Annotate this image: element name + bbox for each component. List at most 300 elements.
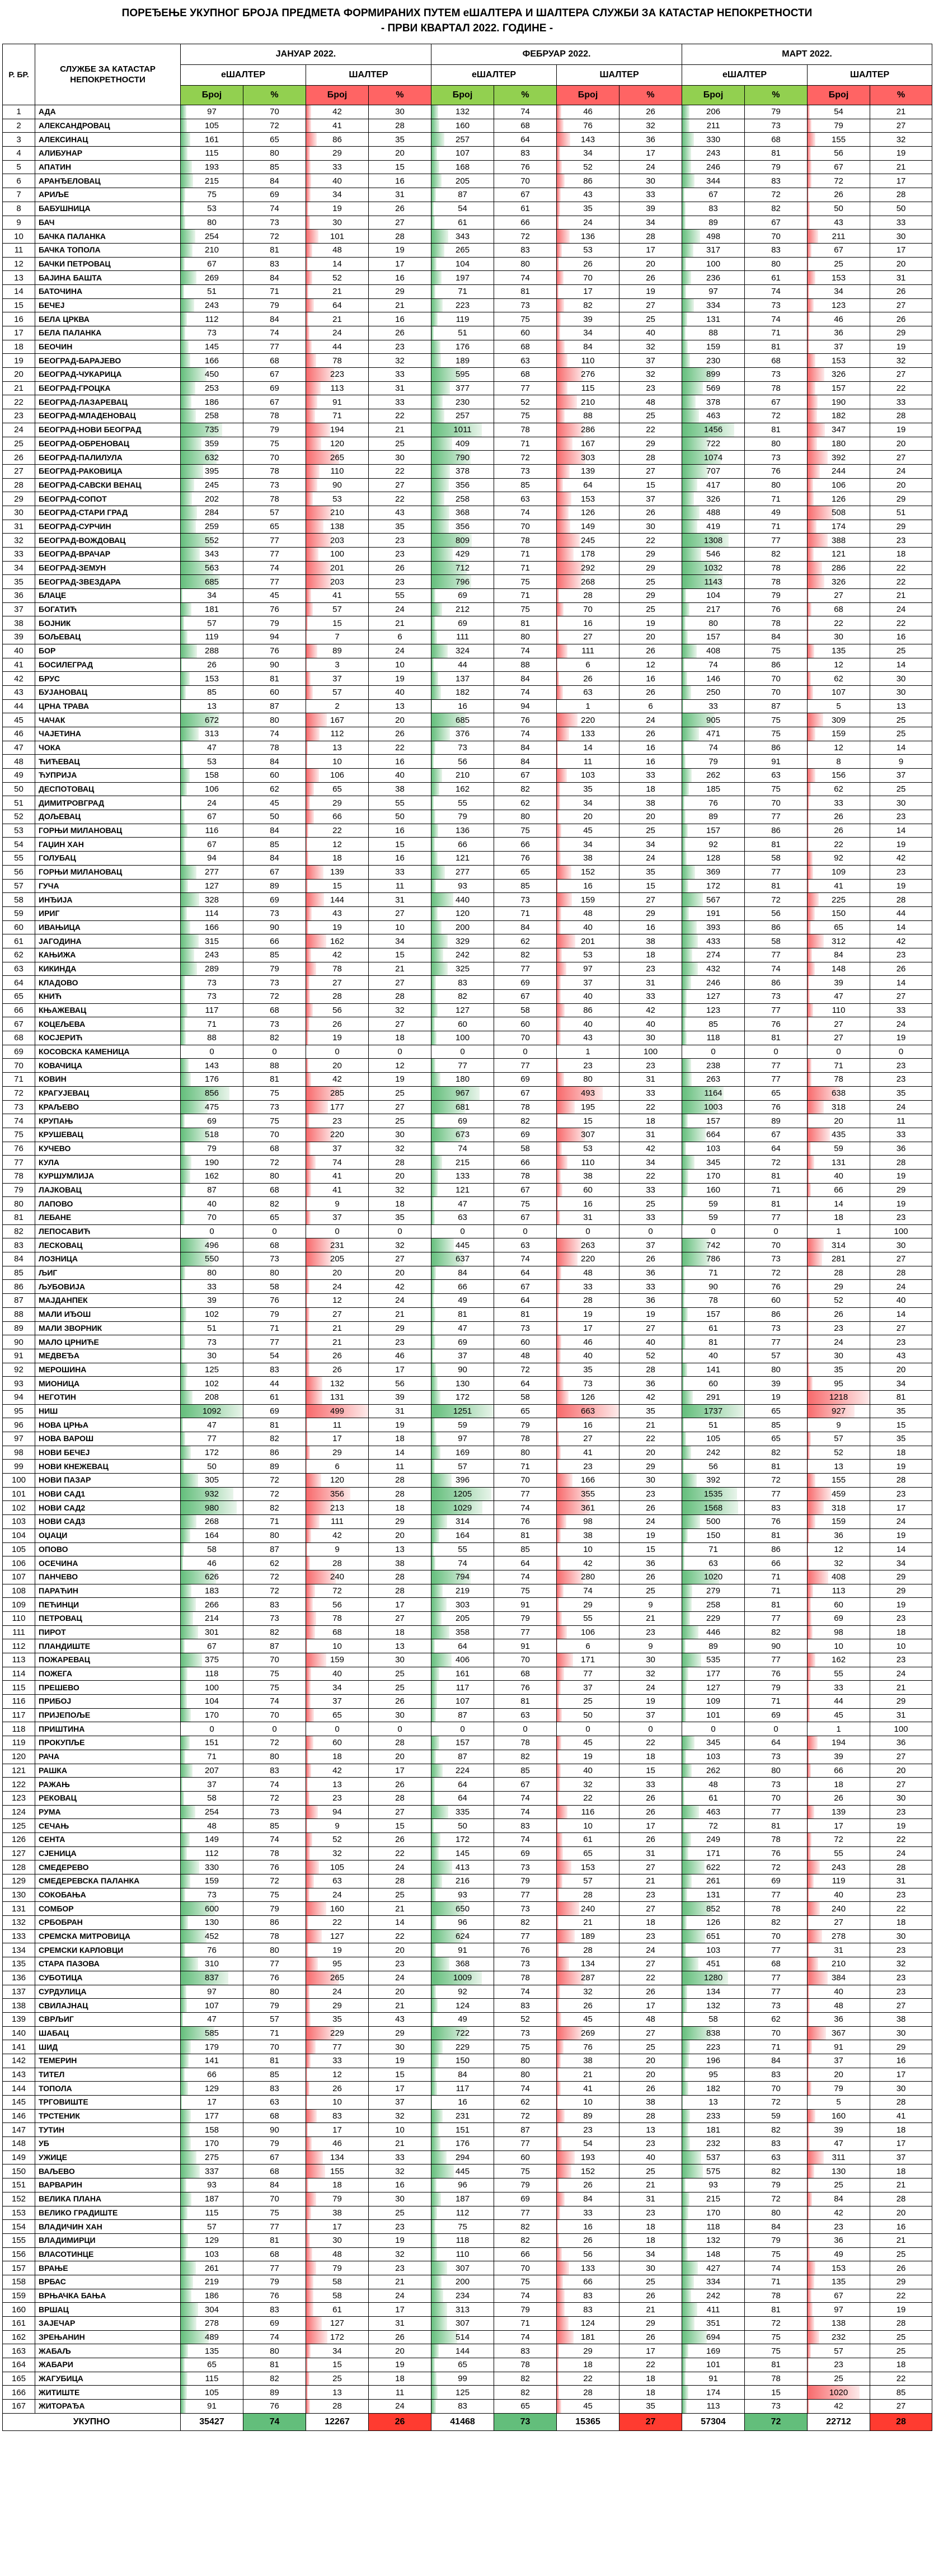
shalter-databar — [557, 2234, 559, 2247]
count-value: 210 — [832, 1959, 846, 1969]
eshalter-databar — [181, 1391, 193, 1404]
shalter-percent: 18 — [619, 2233, 682, 2247]
header-shalter-broj-0: Број — [306, 86, 369, 105]
count-value: 160 — [330, 1904, 345, 1914]
eshalter-count — [431, 1487, 494, 1501]
count-value: 71 — [708, 1544, 718, 1554]
eshalter-count — [431, 395, 494, 409]
row-number: 159 — [3, 2289, 35, 2303]
shalter-databar — [306, 244, 312, 257]
count-value: 37 — [207, 1779, 217, 1789]
eshalter-percent: 45 — [243, 796, 306, 810]
shalter-count — [306, 1363, 369, 1377]
count-value: 3 — [335, 660, 340, 670]
shalter-count — [808, 202, 870, 216]
title-line-1: ПОРЕЂЕЊЕ УКУПНОГ БРОЈА ПРЕДМЕТА ФОРМИРАНИХ ПУТЕМ еШАЛТЕРА И ШАЛТЕРА СЛУЖБИ ЗА КАТАСТАР НЕПОКРЕТНОСТИ — [121, 7, 813, 19]
table-body — [3, 105, 932, 2431]
eshalter-percent: 75 — [494, 575, 557, 589]
shalter-percent: 25 — [369, 437, 431, 451]
count-value: 81 — [708, 1337, 718, 1347]
shalter-percent: 19 — [870, 1528, 932, 1542]
eshalter-databar — [431, 1695, 437, 1708]
count-value: 48 — [583, 1268, 593, 1278]
shalter-percent: 28 — [369, 1736, 431, 1750]
eshalter-count — [181, 548, 243, 562]
shalter-databar — [557, 202, 560, 216]
row-number: 135 — [3, 1957, 35, 1971]
count-value: 131 — [832, 1157, 846, 1167]
table-row — [3, 2026, 932, 2040]
eshalter-count — [682, 119, 745, 133]
eshalter-percent: 75 — [243, 1667, 306, 1681]
shalter-databar — [306, 2275, 313, 2289]
table-row — [3, 1902, 932, 1916]
shalter-databar — [808, 119, 811, 133]
eshalter-databar — [682, 354, 690, 367]
count-value: 28 — [583, 591, 593, 601]
count-value: 205 — [330, 1254, 345, 1264]
count-value: 125 — [456, 2387, 470, 2397]
shalter-databar — [306, 1999, 310, 2012]
shalter-databar — [808, 2400, 809, 2413]
shalter-count — [557, 2026, 619, 2040]
count-value: 58 — [708, 2014, 718, 2025]
eshalter-count — [682, 906, 745, 920]
eshalter-count — [181, 1003, 243, 1017]
table-row — [3, 2372, 932, 2386]
count-value: 40 — [332, 1669, 342, 1679]
shalter-percent: 14 — [870, 741, 932, 755]
office-name: ЖИТИШТЕ — [35, 2386, 181, 2400]
eshalter-percent: 48 — [494, 1349, 557, 1363]
count-value: 76 — [583, 121, 593, 131]
eshalter-percent: 72 — [745, 1266, 808, 1280]
eshalter-databar — [181, 2178, 186, 2192]
count-value: 105 — [706, 1434, 721, 1444]
row-number: 93 — [3, 1377, 35, 1391]
shalter-databar — [808, 893, 819, 906]
eshalter-databar — [682, 1778, 684, 1791]
eshalter-databar — [431, 230, 448, 243]
table-row — [3, 644, 932, 658]
eshalter-percent: 86 — [243, 1446, 306, 1460]
eshalter-count — [181, 2040, 243, 2054]
eshalter-count — [431, 685, 494, 699]
shalter-percent: 22 — [369, 1846, 431, 1860]
eshalter-databar — [682, 1874, 692, 1888]
eshalter-count — [431, 174, 494, 188]
count-value: 40 — [207, 1199, 217, 1209]
office-name: БОСИЛЕГРАД — [35, 658, 181, 672]
eshalter-percent: 65 — [745, 1404, 808, 1418]
count-value: 170 — [706, 2208, 721, 2218]
count-value: 57 — [332, 688, 342, 698]
row-number: 142 — [3, 2054, 35, 2068]
shalter-count — [557, 409, 619, 423]
shalter-databar — [808, 105, 810, 119]
count-value: 1164 — [704, 1088, 722, 1098]
count-value: 45 — [834, 1710, 843, 1721]
eshalter-percent: 67 — [745, 1128, 808, 1142]
shalter-percent: 23 — [369, 340, 431, 354]
eshalter-percent: 84 — [243, 2178, 306, 2192]
count-value: 18 — [834, 1779, 843, 1789]
table-row — [3, 2164, 932, 2178]
eshalter-percent: 69 — [243, 2317, 306, 2331]
eshalter-count — [181, 2109, 243, 2123]
table-row — [3, 1791, 932, 1805]
eshalter-percent: 81 — [243, 1073, 306, 1087]
eshalter-count — [431, 1708, 494, 1722]
count-value: 67 — [207, 1641, 217, 1651]
eshalter-count — [682, 1156, 745, 1170]
count-value: 91 — [332, 397, 342, 407]
eshalter-count — [682, 2330, 745, 2344]
shalter-percent: 23 — [619, 2137, 682, 2151]
count-value: 315 — [204, 936, 219, 946]
shalter-percent: 21 — [619, 1874, 682, 1888]
table-row — [3, 1294, 932, 1308]
office-name: КУРШУМЛИЈА — [35, 1169, 181, 1183]
header-month-jan: ЈАНУАР 2022. — [181, 44, 431, 65]
shalter-count — [557, 1197, 619, 1211]
shalter-count — [808, 1902, 870, 1916]
row-number: 61 — [3, 934, 35, 948]
shalter-percent: 27 — [870, 1999, 932, 2013]
eshalter-databar — [682, 2303, 697, 2316]
count-value: 307 — [456, 2318, 470, 2329]
count-value: 97 — [458, 1434, 467, 1444]
shalter-percent: 22 — [369, 1929, 431, 1943]
shalter-count — [557, 948, 619, 962]
shalter-percent: 33 — [619, 1211, 682, 1225]
eshalter-count — [431, 2026, 494, 2040]
shalter-count — [808, 2040, 870, 2054]
count-value: 361 — [581, 1503, 595, 1513]
count-value: 152 — [581, 867, 595, 877]
count-value: 118 — [706, 1033, 720, 1043]
count-value: 117 — [456, 2083, 470, 2093]
shalter-percent: 18 — [870, 1916, 932, 1930]
eshalter-percent: 68 — [243, 1183, 306, 1197]
office-name: ИНЂИЈА — [35, 893, 181, 907]
count-value: 445 — [456, 1240, 470, 1250]
eshalter-databar — [181, 603, 191, 616]
eshalter-count — [682, 202, 745, 216]
shalter-percent: 25 — [369, 1667, 431, 1681]
eshalter-count — [431, 548, 494, 562]
shalter-percent: 30 — [369, 105, 431, 119]
count-value: 62 — [834, 674, 843, 684]
eshalter-percent: 73 — [745, 2400, 808, 2414]
eshalter-percent: 89 — [243, 1460, 306, 1474]
shalter-databar — [557, 299, 564, 312]
eshalter-count — [431, 1832, 494, 1846]
count-value: 25 — [834, 2180, 843, 2190]
shalter-count — [306, 602, 369, 616]
office-name: ЛЕПОСАВИЋ — [35, 1224, 181, 1238]
shalter-databar — [808, 990, 810, 1003]
shalter-databar — [557, 1709, 562, 1722]
row-number: 104 — [3, 1528, 35, 1542]
shalter-count — [808, 243, 870, 257]
row-number: 151 — [3, 2178, 35, 2192]
shalter-count — [557, 1846, 619, 1860]
shalter-databar — [306, 2192, 316, 2206]
count-value: 67 — [834, 245, 843, 255]
count-value: 186 — [204, 397, 219, 407]
row-number: 16 — [3, 312, 35, 326]
count-value: 90 — [332, 480, 342, 490]
shalter-databar — [557, 1860, 571, 1874]
office-name: УЖИЦЕ — [35, 2150, 181, 2164]
shalter-count — [808, 188, 870, 202]
count-value: 345 — [706, 1738, 721, 1748]
shalter-count — [306, 713, 369, 727]
eshalter-percent: 67 — [243, 2150, 306, 2164]
table-row — [3, 2123, 932, 2137]
count-value: 32 — [332, 1848, 342, 1858]
eshalter-count — [431, 492, 494, 506]
count-value: 69 — [458, 591, 467, 601]
shalter-count — [557, 2233, 619, 2247]
eshalter-count — [682, 1252, 745, 1266]
eshalter-percent: 68 — [494, 340, 557, 354]
count-value: 722 — [456, 2028, 470, 2038]
count-value: 231 — [330, 1240, 345, 1250]
count-value: 0 — [460, 1047, 465, 1057]
shalter-count — [306, 1073, 369, 1087]
table-row — [3, 2400, 932, 2414]
table-row — [3, 1999, 932, 2013]
eshalter-count — [431, 2192, 494, 2206]
eshalter-count — [431, 1805, 494, 1819]
row-number: 71 — [3, 1073, 35, 1087]
count-value: 672 — [204, 715, 219, 725]
count-value: 112 — [456, 2208, 470, 2218]
office-name: ЛЕБАНЕ — [35, 1211, 181, 1225]
shalter-percent: 11 — [369, 879, 431, 893]
eshalter-count — [181, 119, 243, 133]
count-value: 164 — [204, 1531, 219, 1541]
eshalter-percent: 63 — [494, 1238, 557, 1252]
count-value: 25 — [583, 1696, 593, 1707]
count-value: 110 — [832, 1006, 846, 1016]
row-number: 91 — [3, 1349, 35, 1363]
shalter-percent: 23 — [870, 865, 932, 879]
shalter-percent: 28 — [870, 1860, 932, 1874]
count-value: 136 — [456, 826, 470, 836]
shalter-count — [557, 188, 619, 202]
office-name: ЖАБАРИ — [35, 2358, 181, 2372]
eshalter-count — [181, 2358, 243, 2372]
shalter-percent: 40 — [619, 1335, 682, 1349]
eshalter-count — [431, 147, 494, 161]
count-value: 181 — [204, 605, 219, 615]
count-value: 289 — [204, 964, 219, 974]
eshalter-count — [181, 1128, 243, 1142]
shalter-percent: 25 — [870, 644, 932, 658]
shalter-percent: 23 — [870, 1888, 932, 1902]
shalter-databar — [808, 589, 809, 602]
count-value: 181 — [581, 2332, 595, 2343]
count-value: 269 — [204, 273, 219, 283]
eshalter-databar — [431, 2151, 447, 2164]
shalter-count — [808, 395, 870, 409]
eshalter-databar — [181, 1764, 193, 1778]
shalter-percent: 17 — [870, 2137, 932, 2151]
eshalter-databar — [181, 1778, 182, 1791]
office-name: БАБУШНИЦА — [35, 202, 181, 216]
eshalter-databar — [181, 2358, 185, 2372]
eshalter-count — [431, 1307, 494, 1321]
eshalter-percent: 71 — [494, 906, 557, 920]
shalter-percent: 26 — [619, 1832, 682, 1846]
office-name: БЕОГРАД-МЛАДЕНОВАЦ — [35, 409, 181, 423]
table-row — [3, 1929, 932, 1943]
count-value: 240 — [832, 1904, 846, 1914]
eshalter-databar — [431, 852, 438, 865]
eshalter-percent: 80 — [494, 2068, 557, 2082]
count-value: 73 — [207, 1890, 217, 1900]
shalter-count — [557, 1017, 619, 1031]
count-value: 159 — [581, 895, 595, 905]
shalter-databar — [808, 1128, 830, 1142]
eshalter-databar — [431, 603, 442, 616]
count-value: 30 — [834, 632, 843, 642]
count-value: 429 — [456, 549, 470, 559]
count-value: 153 — [832, 356, 846, 366]
eshalter-percent: 87 — [243, 699, 306, 713]
shalter-percent: 25 — [870, 2330, 932, 2344]
eshalter-databar — [431, 1418, 435, 1432]
shalter-percent: 19 — [870, 423, 932, 437]
eshalter-percent: 58 — [494, 1142, 557, 1156]
count-value: 344 — [706, 176, 721, 186]
eshalter-percent: 77 — [745, 1335, 808, 1349]
count-value: 26 — [834, 1310, 843, 1320]
eshalter-count — [181, 1377, 243, 1391]
shalter-percent: 100 — [870, 1722, 932, 1736]
shalter-count — [808, 1750, 870, 1764]
eshalter-percent: 73 — [494, 2026, 557, 2040]
shalter-percent: 31 — [619, 2192, 682, 2206]
shalter-percent: 9 — [870, 755, 932, 769]
eshalter-databar — [181, 147, 187, 160]
eshalter-count — [431, 1695, 494, 1709]
shalter-percent: 23 — [619, 962, 682, 976]
eshalter-databar — [431, 2096, 432, 2109]
eshalter-databar — [431, 866, 445, 879]
eshalter-count — [682, 105, 745, 119]
count-value: 87 — [458, 190, 467, 200]
eshalter-databar — [682, 1017, 686, 1031]
shalter-count — [557, 1528, 619, 1542]
eshalter-count — [181, 1681, 243, 1695]
eshalter-count — [682, 1183, 745, 1197]
row-number: 92 — [3, 1363, 35, 1377]
count-value: 131 — [706, 314, 721, 324]
shalter-count — [808, 1971, 870, 1985]
shalter-percent: 27 — [619, 2026, 682, 2040]
shalter-databar — [557, 2220, 558, 2233]
shalter-databar — [306, 1432, 308, 1446]
eshalter-count — [181, 920, 243, 934]
eshalter-percent: 67 — [494, 188, 557, 202]
shalter-percent: 16 — [619, 741, 682, 755]
eshalter-percent: 73 — [745, 1252, 808, 1266]
eshalter-percent: 81 — [745, 1528, 808, 1542]
table-row — [3, 1169, 932, 1183]
shalter-percent: 30 — [619, 1474, 682, 1488]
eshalter-percent: 69 — [243, 893, 306, 907]
eshalter-percent: 78 — [243, 1929, 306, 1943]
count-value: 22 — [834, 839, 843, 849]
eshalter-count — [181, 1266, 243, 1280]
shalter-count — [808, 368, 870, 382]
count-value: 395 — [204, 466, 219, 476]
eshalter-databar — [682, 1349, 683, 1363]
eshalter-count — [431, 1211, 494, 1225]
row-number: 82 — [3, 1224, 35, 1238]
shalter-count — [557, 548, 619, 562]
eshalter-count — [431, 561, 494, 575]
count-value: 17 — [583, 1323, 593, 1333]
shalter-percent: 29 — [369, 284, 431, 298]
shalter-databar — [557, 2386, 559, 2399]
shalter-count — [557, 1238, 619, 1252]
shalter-count — [306, 271, 369, 285]
count-value: 23 — [834, 2222, 843, 2232]
count-value: 0 — [711, 1047, 716, 1057]
eshalter-count — [431, 796, 494, 810]
shalter-percent: 16 — [619, 920, 682, 934]
eshalter-databar — [682, 1792, 684, 1805]
shalter-percent: 32 — [870, 1957, 932, 1971]
count-value: 158 — [204, 770, 219, 780]
eshalter-databar — [431, 1999, 438, 2012]
count-value: 73 — [207, 992, 217, 1002]
shalter-count — [306, 1003, 369, 1017]
row-number: 50 — [3, 782, 35, 796]
eshalter-count — [181, 2261, 243, 2275]
count-value: 100 — [204, 1682, 219, 1693]
eshalter-percent: 75 — [745, 727, 808, 741]
eshalter-databar — [431, 1460, 435, 1473]
shalter-databar — [808, 395, 818, 409]
count-value: 171 — [581, 1655, 595, 1665]
shalter-percent: 24 — [619, 1515, 682, 1529]
eshalter-percent: 77 — [745, 1003, 808, 1017]
shalter-count — [306, 354, 369, 368]
shalter-databar — [306, 1211, 311, 1224]
table-row — [3, 1349, 932, 1363]
shalter-percent: 16 — [369, 174, 431, 188]
eshalter-percent: 78 — [745, 2372, 808, 2386]
eshalter-count — [181, 2026, 243, 2040]
eshalter-percent: 56 — [745, 906, 808, 920]
count-value: 84 — [834, 2194, 843, 2204]
eshalter-databar — [431, 244, 444, 257]
count-value: 263 — [581, 1240, 595, 1250]
shalter-databar — [306, 506, 332, 520]
eshalter-percent: 0 — [745, 1045, 808, 1059]
eshalter-count — [682, 1460, 745, 1474]
eshalter-databar — [431, 1432, 437, 1446]
shalter-databar — [557, 479, 563, 492]
office-name: СУРДУЛИЦА — [35, 1985, 181, 1999]
shalter-count — [557, 1404, 619, 1418]
